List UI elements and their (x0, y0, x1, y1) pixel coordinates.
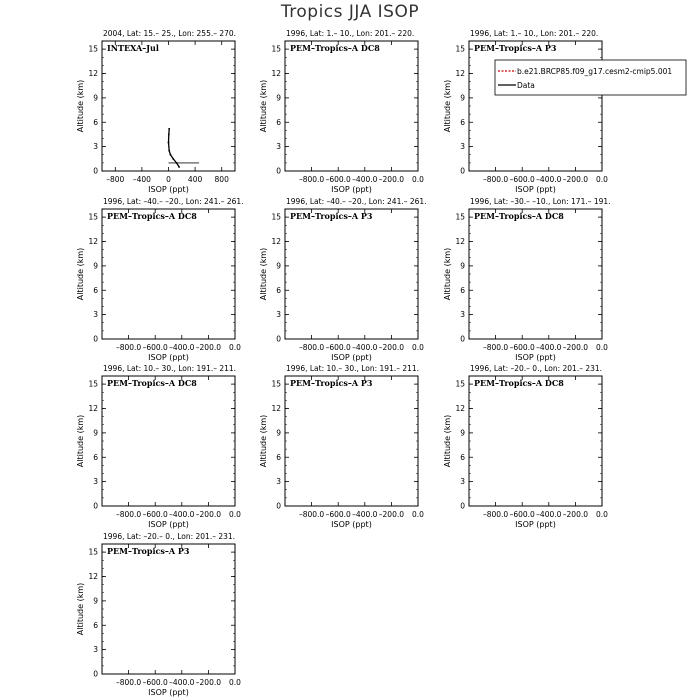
y-tick-label: 12 (271, 237, 281, 246)
y-tick-label: 15 (455, 44, 465, 54)
x-tick-label: 0.0 (412, 343, 424, 352)
x-tick-label: –400.0 (352, 343, 378, 352)
series-line-data (169, 129, 180, 167)
y-tick-label: 6 (460, 452, 465, 462)
panel-header: 2004, Lat: 15.– 25., Lon: 255.– 270. (103, 29, 237, 38)
panel-header: 1996, Lat: –20.– 0., Lon: 201.– 231. (470, 364, 603, 373)
chart-panel-2 (259, 29, 424, 194)
x-tick-label: –400.0 (169, 343, 195, 352)
x-tick-label: –600.0 (509, 175, 535, 184)
x-tick-label: –800.0 (482, 175, 509, 184)
y-tick-label: 12 (88, 572, 98, 581)
y-tick-label: 12 (455, 404, 465, 413)
y-tick-label: 9 (93, 261, 98, 271)
y-tick-label: 9 (93, 428, 98, 438)
x-tick-label: 800 (214, 175, 229, 184)
y-tick-label: 15 (271, 212, 281, 222)
y-tick-label: 9 (460, 428, 465, 438)
y-axis-label: Altitude (km) (259, 247, 268, 301)
x-tick-label: 0.0 (229, 510, 241, 519)
y-tick-label: 12 (455, 237, 465, 246)
y-tick-label: 15 (88, 212, 98, 222)
y-tick-label: 12 (271, 404, 281, 413)
x-axis-label: ISOP (ppt) (331, 520, 372, 529)
y-tick-label: 3 (93, 645, 98, 655)
y-axis-label: Altitude (km) (259, 414, 268, 468)
x-tick-label: –200.0 (562, 510, 589, 519)
chart-panel-9 (443, 364, 608, 529)
x-tick-label: –400 (132, 175, 151, 184)
x-axis-label: ISOP (ppt) (331, 185, 372, 194)
y-tick-label: 9 (93, 93, 98, 103)
y-tick-label: 0 (276, 501, 281, 511)
data-point (170, 154, 172, 156)
x-tick-label: –800.0 (298, 175, 325, 184)
data-point (172, 158, 174, 160)
panel-header: 1996, Lat: 10.– 30., Lon: 191.– 211. (103, 364, 237, 373)
y-tick-label: 0 (460, 166, 465, 176)
x-axis-label: ISOP (ppt) (515, 353, 556, 362)
y-tick-label: 15 (455, 379, 465, 389)
y-axis-label: Altitude (km) (443, 79, 452, 133)
y-axis-label: Altitude (km) (76, 79, 85, 133)
legend-label-1: b.e21.BRCP85.f09_g17.cesm2-cmip5.001 (517, 67, 673, 76)
campaign-label: PEM–Tropics–A DC8 (107, 211, 197, 221)
y-tick-label: 9 (460, 261, 465, 271)
panel-header: 1996, Lat: 10.– 30., Lon: 191.– 211. (286, 364, 420, 373)
x-tick-label: –600.0 (509, 343, 535, 352)
x-tick-label: 0.0 (229, 678, 241, 687)
x-axis-label: ISOP (ppt) (148, 520, 189, 529)
x-tick-label: –400.0 (352, 175, 378, 184)
y-tick-label: 15 (271, 379, 281, 389)
x-axis-label: ISOP (ppt) (148, 688, 189, 697)
x-tick-label: –800.0 (115, 678, 142, 687)
y-tick-label: 0 (93, 334, 98, 344)
x-tick-label: 0.0 (412, 510, 424, 519)
x-tick-label: –200.0 (378, 175, 405, 184)
y-tick-label: 6 (276, 452, 281, 462)
y-axis-label: Altitude (km) (76, 247, 85, 301)
y-tick-label: 9 (276, 93, 281, 103)
y-tick-label: 3 (460, 310, 465, 320)
data-point (168, 134, 170, 136)
x-axis-label: ISOP (ppt) (148, 353, 189, 362)
y-tick-label: 15 (88, 44, 98, 54)
y-tick-label: 3 (276, 310, 281, 320)
x-tick-label: –800.0 (482, 343, 509, 352)
y-tick-label: 3 (276, 477, 281, 487)
x-axis-label: ISOP (ppt) (148, 185, 189, 194)
x-tick-label: –400.0 (352, 510, 378, 519)
campaign-label: PEM–Tropics–A DC8 (107, 378, 197, 388)
y-tick-label: 9 (460, 93, 465, 103)
x-tick-label: 400 (187, 175, 203, 184)
campaign-label: PEM–Tropics–A DC8 (290, 43, 380, 53)
campaign-label: PEM–Tropics–A DC8 (474, 378, 564, 388)
x-tick-label: –200.0 (378, 510, 405, 519)
campaign-label: PEM–Tropics–A DC8 (474, 211, 564, 221)
campaign-label: PEM–Tropics–A P3 (107, 546, 190, 556)
x-tick-label: –200.0 (562, 175, 589, 184)
campaign-label: PEM–Tropics–A P3 (474, 43, 557, 53)
legend (495, 60, 686, 95)
x-tick-label: –400.0 (169, 510, 195, 519)
x-tick-label: –600.0 (142, 678, 168, 687)
y-tick-label: 3 (93, 310, 98, 320)
y-tick-label: 6 (460, 117, 465, 127)
chart-panel-10 (76, 532, 241, 697)
y-tick-label: 6 (93, 117, 98, 127)
panel-header: 1996, Lat: 1.– 10., Lon: 201.– 220. (286, 29, 415, 38)
x-tick-label: –800 (106, 175, 125, 184)
y-tick-label: 0 (276, 334, 281, 344)
campaign-label: INTEXA–Jul (107, 43, 159, 53)
x-tick-label: –200.0 (195, 678, 222, 687)
x-tick-label: –400.0 (536, 175, 562, 184)
y-tick-label: 3 (93, 477, 98, 487)
y-tick-label: 15 (88, 547, 98, 557)
plot-frame (469, 209, 602, 339)
x-tick-label: 0.0 (596, 343, 608, 352)
data-point (178, 166, 180, 168)
plot-frame (285, 376, 418, 506)
y-tick-label: 0 (276, 166, 281, 176)
y-axis-label: Altitude (km) (76, 582, 85, 636)
y-tick-label: 12 (88, 237, 98, 246)
legend-label-2: Data (517, 81, 535, 90)
y-tick-label: 6 (276, 117, 281, 127)
campaign-label: PEM–Tropics–A P3 (290, 378, 373, 388)
data-point (176, 162, 178, 164)
y-tick-label: 0 (460, 334, 465, 344)
x-axis-label: ISOP (ppt) (515, 520, 556, 529)
data-point (168, 142, 170, 144)
y-tick-label: 3 (460, 477, 465, 487)
x-tick-label: –400.0 (536, 343, 562, 352)
y-tick-label: 0 (93, 501, 98, 511)
campaign-label: PEM–Tropics–A P3 (290, 211, 373, 221)
chart-panel-6 (443, 197, 611, 362)
chart-panel-3 (443, 29, 608, 194)
y-tick-label: 15 (88, 379, 98, 389)
x-tick-label: –800.0 (298, 510, 325, 519)
y-tick-label: 9 (276, 261, 281, 271)
y-tick-label: 9 (276, 428, 281, 438)
y-tick-label: 6 (93, 452, 98, 462)
chart-panel-1 (76, 29, 236, 194)
x-tick-label: –200.0 (195, 343, 222, 352)
x-axis-label: ISOP (ppt) (515, 185, 556, 194)
data-point (168, 128, 170, 130)
x-tick-label: 0 (166, 175, 171, 184)
x-tick-label: 0.0 (596, 510, 608, 519)
x-tick-label: –600.0 (142, 343, 168, 352)
y-tick-label: 15 (271, 44, 281, 54)
panel-header: 1996, Lat: 1.– 10., Lon: 201.– 220. (470, 29, 599, 38)
x-tick-label: 0.0 (412, 175, 424, 184)
x-tick-label: –600.0 (509, 510, 535, 519)
plot-frame (285, 209, 418, 339)
panel-header: 1996, Lat: –20.– 0., Lon: 201.– 231. (103, 532, 236, 541)
y-tick-label: 12 (271, 69, 281, 78)
x-tick-label: –600.0 (325, 510, 351, 519)
plot-frame (102, 209, 235, 339)
y-tick-label: 3 (276, 142, 281, 152)
x-tick-label: –800.0 (482, 510, 509, 519)
x-axis-label: ISOP (ppt) (331, 353, 372, 362)
y-axis-label: Altitude (km) (443, 247, 452, 301)
y-tick-label: 15 (455, 212, 465, 222)
y-tick-label: 6 (460, 285, 465, 295)
x-tick-label: 0.0 (596, 175, 608, 184)
x-tick-label: –400.0 (536, 510, 562, 519)
x-tick-label: –200.0 (378, 343, 405, 352)
y-axis-label: Altitude (km) (259, 79, 268, 133)
data-point (168, 150, 170, 152)
x-tick-label: –200.0 (195, 510, 222, 519)
y-tick-label: 6 (93, 620, 98, 630)
y-axis-label: Altitude (km) (443, 414, 452, 468)
x-tick-label: 0.0 (229, 343, 241, 352)
plot-frame (285, 41, 418, 171)
y-tick-label: 0 (460, 501, 465, 511)
y-tick-label: 6 (93, 285, 98, 295)
chart-panel-4 (76, 197, 244, 362)
chart-panel-8 (259, 364, 424, 529)
y-tick-label: 12 (455, 69, 465, 78)
y-tick-label: 12 (88, 404, 98, 413)
chart-panel-5 (259, 197, 427, 362)
y-tick-label: 12 (88, 69, 98, 78)
panel-header: 1996, Lat: –40.– –20., Lon: 241.– 261. (103, 197, 244, 206)
y-tick-label: 3 (460, 142, 465, 152)
y-axis-label: Altitude (km) (76, 414, 85, 468)
x-tick-label: –600.0 (325, 343, 351, 352)
plot-frame (102, 376, 235, 506)
x-tick-label: –600.0 (142, 510, 168, 519)
panel-header: 1996, Lat: –40.– –20., Lon: 241.– 261. (286, 197, 427, 206)
panel-header: 1996, Lat: –30.– –10., Lon: 171.– 191. (470, 197, 611, 206)
x-tick-label: –800.0 (115, 510, 142, 519)
y-tick-label: 0 (93, 166, 98, 176)
figure-title: Tropics JJA ISOP (280, 2, 420, 22)
x-tick-label: –800.0 (115, 343, 142, 352)
y-tick-label: 3 (93, 142, 98, 152)
plot-frame (102, 544, 235, 674)
plot-frame (469, 376, 602, 506)
y-tick-label: 6 (276, 285, 281, 295)
y-tick-label: 9 (93, 596, 98, 606)
plot-frame (102, 41, 235, 171)
chart-panel-7 (76, 364, 241, 529)
x-tick-label: –200.0 (562, 343, 589, 352)
x-tick-label: –600.0 (325, 175, 351, 184)
x-tick-label: –400.0 (169, 678, 195, 687)
y-tick-label: 0 (93, 669, 98, 679)
x-tick-label: –800.0 (298, 343, 325, 352)
